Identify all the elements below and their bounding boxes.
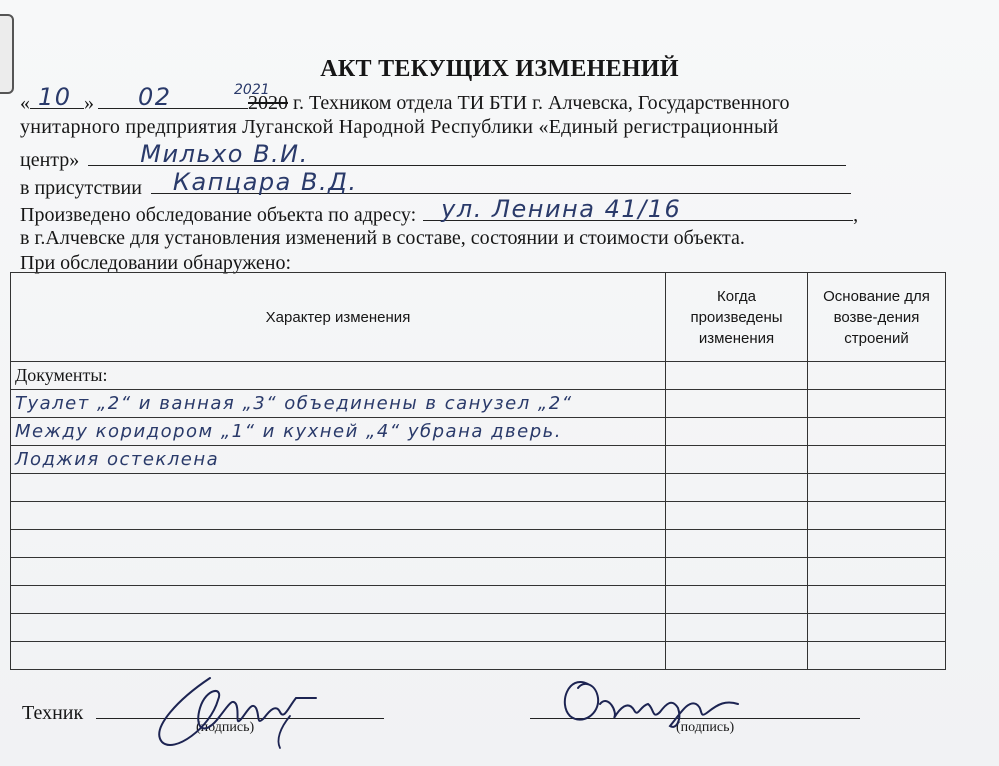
changes-table: [10, 272, 946, 670]
purpose-line: в г.Алчевске для установления изменений в составе, состоянии и стоимости объекта.: [20, 227, 745, 249]
table-row: [11, 418, 946, 446]
address-comma: ,: [853, 204, 859, 226]
entry-cell: Туалет „2“ и ванная „3“ объединены в санузел „2“: [11, 390, 666, 418]
table-row: [11, 474, 946, 502]
table-cell: [808, 586, 946, 614]
table-cell: [666, 502, 808, 530]
close-quote: »: [84, 92, 94, 114]
header-change-nature: Характер изменения: [11, 273, 666, 362]
table-cell: [666, 390, 808, 418]
table-cell: [808, 390, 946, 418]
day-value: 10: [38, 83, 72, 111]
signature-caption-left: (подпись): [196, 720, 255, 735]
header-when-changed: Когда произведены изменения: [666, 273, 808, 362]
table-cell: [808, 418, 946, 446]
table-cell: [11, 530, 666, 558]
table-cell: [11, 502, 666, 530]
document-title: АКТ ТЕКУЩИХ ИЗМЕНЕНИЙ: [320, 56, 679, 82]
signature-caption-right: (подпись): [676, 720, 735, 735]
table-row: [11, 362, 946, 390]
table-cell: [808, 530, 946, 558]
table-header-row: [11, 273, 946, 362]
table-cell: [808, 362, 946, 390]
header-basis: Основание для возве-дения строений: [808, 273, 946, 362]
day-field: [30, 83, 84, 111]
month-field: [98, 83, 248, 111]
address-label: Произведено обследование объекта по адресу:: [20, 204, 417, 226]
entry-cell: Лоджия остеклена: [11, 446, 666, 474]
table-row: [11, 614, 946, 642]
table-cell: [808, 558, 946, 586]
table-cell: [666, 418, 808, 446]
documents-label: Документы:: [11, 362, 666, 390]
presence-label: в присутствии: [20, 177, 142, 199]
month-value: 02: [138, 83, 172, 111]
technician-name-field: [88, 140, 846, 168]
table-row: [11, 530, 946, 558]
table-cell: [666, 474, 808, 502]
table-cell: [808, 642, 946, 670]
technician-label: Техник: [22, 702, 84, 724]
table-cell: [11, 614, 666, 642]
technician-line: [20, 140, 846, 172]
organization-line: унитарного предприятия Луганской Народной Республики «Единый регистрационный: [20, 116, 779, 138]
table-cell: [666, 558, 808, 586]
date-line-text: г. Техником отдела ТИ БТИ г. Алчевска, Государственного: [293, 92, 790, 114]
date-line: [20, 82, 790, 115]
second-signature: [548, 664, 768, 744]
address-field: [423, 195, 853, 223]
table-cell: [666, 446, 808, 474]
table-row: [11, 502, 946, 530]
year-handwritten: 2021: [234, 82, 270, 98]
table-row: [11, 558, 946, 586]
table-cell: [808, 614, 946, 642]
address-value: ул. Ленина 41/16: [441, 195, 682, 223]
technician-signature: [140, 668, 340, 758]
table-row: [11, 642, 946, 670]
table-cell: [808, 446, 946, 474]
open-quote: «: [20, 92, 30, 114]
year-printed: 2020: [248, 92, 288, 114]
table-cell: [666, 362, 808, 390]
table-cell: [11, 474, 666, 502]
table-cell: [11, 586, 666, 614]
table-row: [11, 446, 946, 474]
center-text: центр»: [20, 149, 80, 171]
table-row: [11, 390, 946, 418]
table-cell: [666, 586, 808, 614]
address-line: [20, 195, 859, 227]
table-cell: [666, 614, 808, 642]
table-cell: [808, 502, 946, 530]
presence-name: Капцара В.Д.: [172, 168, 358, 196]
table-cell: [11, 558, 666, 586]
table-row: [11, 586, 946, 614]
table-cell: [666, 530, 808, 558]
technician-name: Мильхо В.И.: [140, 140, 309, 168]
entry-cell: Между коридором „1“ и кухней „4“ убрана дверь.: [11, 418, 666, 446]
presence-name-field: [151, 168, 851, 196]
year-field: [234, 82, 288, 114]
table-cell: [808, 474, 946, 502]
presence-line: [20, 168, 851, 200]
findings-label: При обследовании обнаружено:: [20, 252, 292, 274]
